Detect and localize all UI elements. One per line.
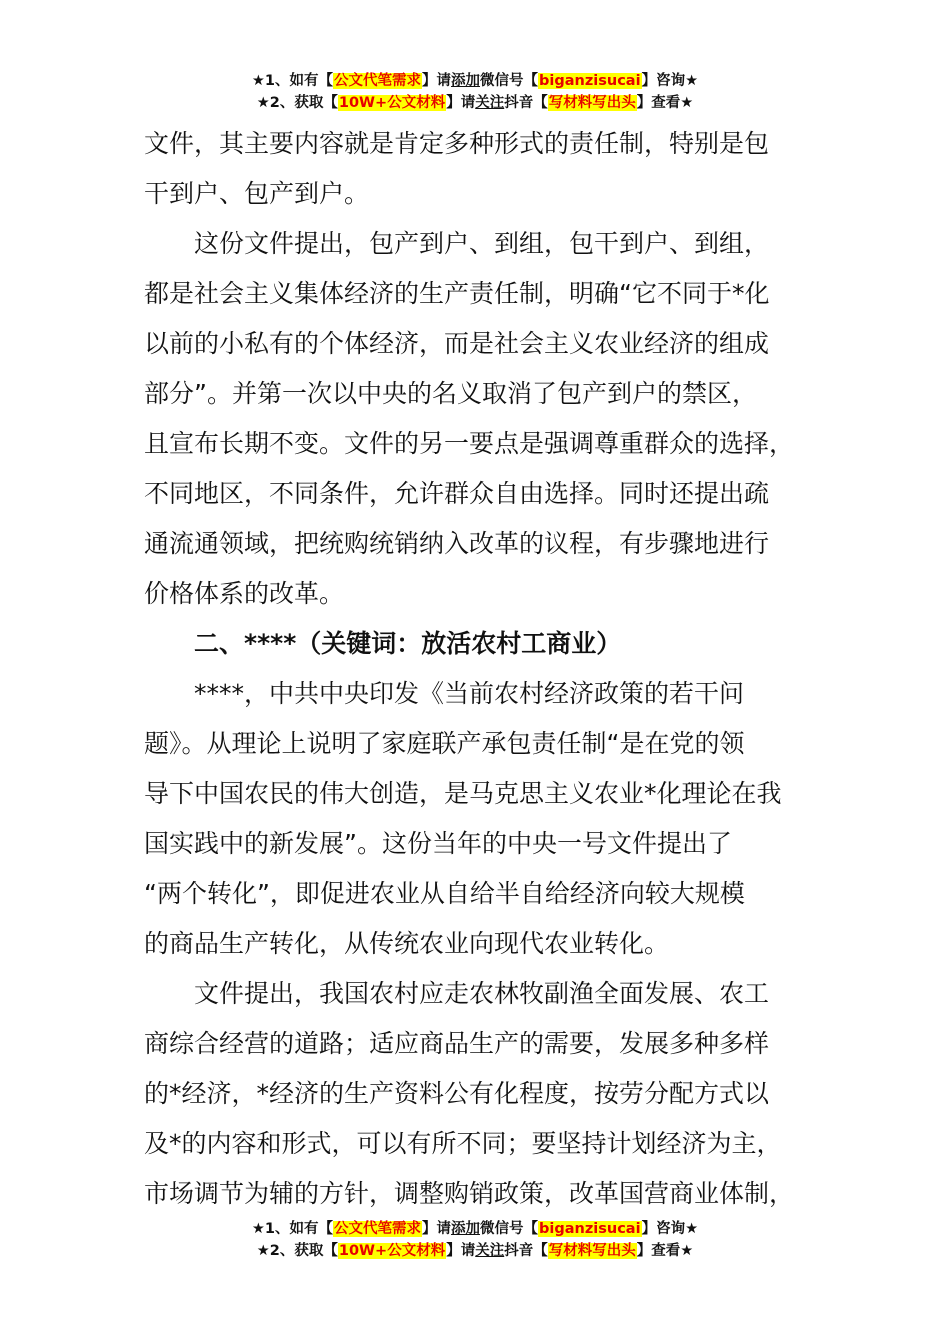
douyin-id: 写材料写出头 [548,95,636,111]
body-line: 的*经济，*经济的生产资料公有化程度，按劳分配方式以 [144,1079,770,1108]
body-line: 以前的小私有的个体经济，而是社会主义农业经济的组成 [144,329,770,358]
service-highlight: 公文代笔需求 [334,73,422,89]
body-line: 干到户、包产到户。 [144,179,370,208]
body-line: 题》。从理论上说明了家庭联产承包责任制“是在党的领 [144,729,745,758]
body-line: 及*的内容和形式，可以有所不同；要坚持计划经济为主， [144,1129,782,1158]
body-line: 这份文件提出，包产到户、到组，包干到户、到组， [194,229,770,258]
section-heading: 二、****（关键词：放活农村工商业） [194,629,622,658]
wechat-id: biganzisucai [539,1221,641,1237]
body-line: 的商品生产转化，从传统农业向现代农业转化。 [144,929,670,958]
service-highlight: 公文代笔需求 [334,1221,422,1237]
body-line: 市场调节为辅的方针，调整购销政策，改革国营商业体制， [144,1179,795,1208]
body-line: 部分”。并第一次以中央的名义取消了包产到户的禁区， [144,379,757,408]
body-line: 导下中国农民的伟大创造，是马克思主义农业*化理论在我 [144,779,782,808]
body-line: 价格体系的改革。 [144,579,345,608]
banner-line-2: ★2、获取【10W+公文材料】请关注抖音【写材料写出头】查看★ [256,1243,694,1259]
body-line: 文件提出，我国农村应走农林牧副渔全面发展、农工 [194,979,770,1008]
douyin-id: 写材料写出头 [548,1243,636,1259]
banner-line-1: ★1、如有【公文代笔需求】请添加微信号【biganzisucai】咨询★ [251,73,699,89]
wechat-id: biganzisucai [539,73,641,89]
header-banner [0,70,950,114]
body-line: 通流通领域，把统购统销纳入改革的议程，有步骤地进行 [144,529,770,558]
body-line: 文件，其主要内容就是肯定多种形式的责任制，特别是包 [144,129,770,158]
body-line: 国实践中的新发展”。这份当年的中央一号文件提出了 [144,829,732,858]
body-line: 且宣布长期不变。文件的另一要点是强调尊重群众的选择， [144,429,795,458]
body-line: “两个转化”，即促进农业从自给半自给经济向较大规模 [144,879,745,908]
body-line: 不同地区，不同条件，允许群众自由选择。同时还提出疏 [144,479,770,508]
banner-line-2: ★2、获取【10W+公文材料】请关注抖音【写材料写出头】查看★ [256,95,694,111]
document-body [144,119,814,1219]
body-line: 都是社会主义集体经济的生产责任制，明确“它不同于*化 [144,279,770,308]
footer-banner [0,1218,950,1262]
banner-line-1: ★1、如有【公文代笔需求】请添加微信号【biganzisucai】咨询★ [251,1221,699,1237]
materials-highlight: 10W+公文材料 [338,1243,446,1259]
materials-highlight: 10W+公文材料 [338,95,446,111]
body-line: ****，中共中央印发《当前农村经济政策的若干问 [194,679,745,708]
body-line: 商综合经营的道路；适应商品生产的需要，发展多种多样 [144,1029,770,1058]
